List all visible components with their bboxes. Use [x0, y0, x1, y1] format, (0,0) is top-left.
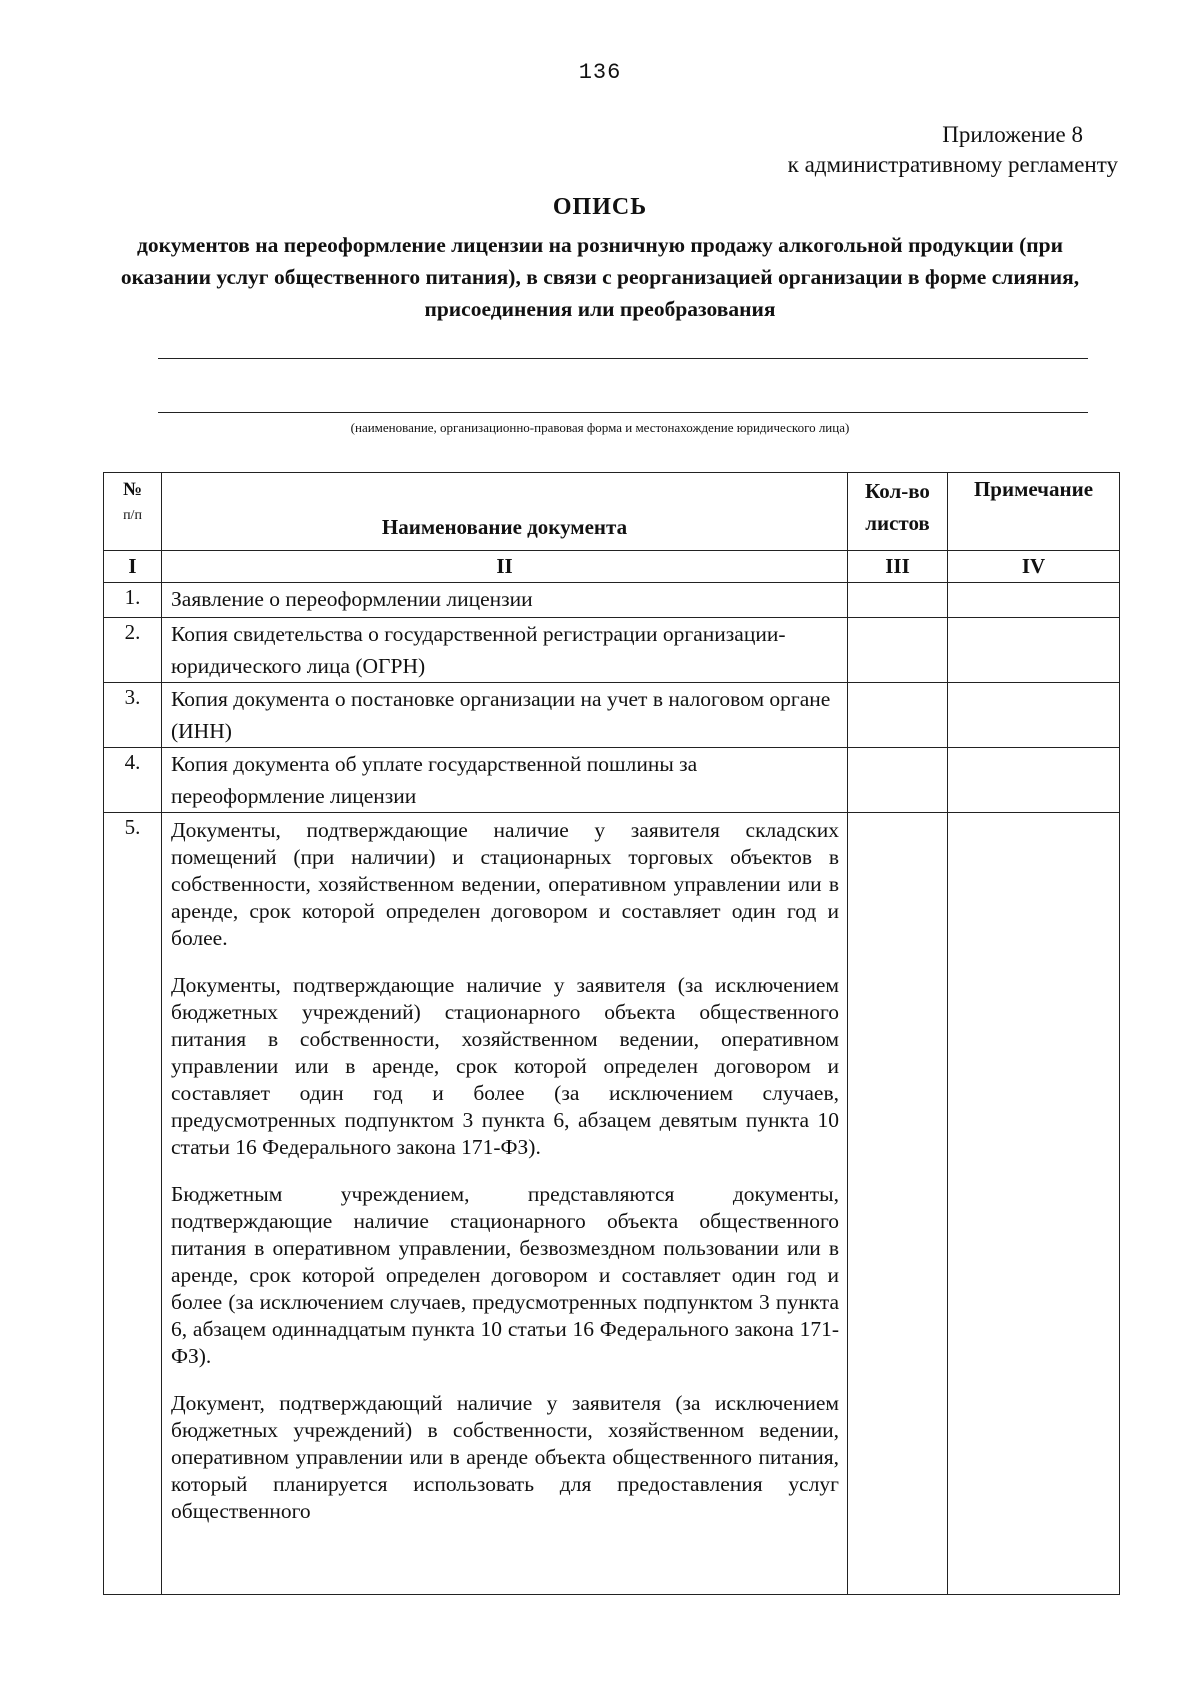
row-note: [948, 618, 1120, 683]
header-document-name: Наименование документа: [162, 473, 848, 551]
row-number: 4.: [104, 748, 162, 813]
row-number: 2.: [104, 618, 162, 683]
header-note: Примечание: [948, 473, 1120, 551]
header-sheet-count-line-2: листов: [865, 511, 930, 535]
fill-in-line-2: [158, 412, 1088, 413]
row-note: [948, 748, 1120, 813]
row-number: 3.: [104, 683, 162, 748]
header-sheet-count: [848, 473, 948, 551]
row-paragraph: Документ, подтверждающий наличие у заявителя (за исключением бюджетных учреждений) в собственности, хозяйственном ведении, оперативном управлении или в аренде объекта общественного питания, который планируется использовать для предоставления услуг общественного: [171, 1391, 839, 1523]
table-header-row: [104, 473, 1120, 551]
row-paragraph: Документы, подтверждающие наличие у заявителя складских помещений (при наличии) и стационарных торговых объектов в собственности, хозяйственном ведении, оперативном управлении или в аренде, срок которой определен договором и составляет один год и более.: [171, 818, 839, 950]
row-note: [948, 683, 1120, 748]
header-sheet-count-line-1: Кол-во: [865, 479, 930, 503]
header-number: [104, 473, 162, 551]
row-document-name: Копия документа о постановке организации на учет в налоговом органе (ИНН): [162, 683, 848, 748]
document-heading: [100, 194, 1100, 325]
roman-col-1: I: [104, 551, 162, 583]
row-document-name: [162, 813, 848, 1595]
appendix-note: [718, 120, 1118, 180]
document-title: ОПИСЬ: [552, 194, 648, 220]
row-sheet-count: [848, 748, 948, 813]
header-number-sub: п/п: [123, 508, 142, 523]
row-number: 1.: [104, 583, 162, 618]
row-document-name: Копия документа об уплате государственной пошлины за переоформление лицензии: [162, 748, 848, 813]
appendix-line-1: Приложение 8: [942, 122, 1083, 147]
row-paragraph: Документы, подтверждающие наличие у заявителя (за исключением бюджетных учреждений) стационарного объекта общественного питания в собственности, хозяйственном ведении, оперативном управлении или в аренде, срок которой определен договором и составляет один год и более (за исключением случаев, предусмотренных подпунктом 3 пункта 6, абзацем девятым пункта 10 статьи 16 Федерального закона 171-ФЗ).: [171, 973, 839, 1159]
header-number-label: №: [122, 479, 143, 500]
row-paragraph: Бюджетным учреждением, представляются документы, подтверждающие наличие стационарного объекта общественного питания в оперативном управлении, безвозмездном пользовании или в аренде, срок которой определен договором и составляет один год и более (за исключением случаев, предусмотренных подпунктом 3 пункта 6, абзацем одиннадцатым пункта 10 статьи 16 Федерального закона 171-ФЗ).: [171, 1182, 839, 1368]
row-number: 5.: [104, 813, 162, 1595]
fill-in-caption: (наименование, организационно-правовая форма и местонахождение юридического лица): [350, 420, 850, 435]
table-row: [104, 748, 1120, 813]
table-row: [104, 583, 1120, 618]
page-number: 136: [578, 60, 622, 85]
row-document-name: Заявление о переоформлении лицензии: [162, 583, 848, 618]
row-sheet-count: [848, 813, 948, 1595]
appendix-line-2: к административному регламенту: [787, 152, 1118, 177]
document-subtitle: документов на переоформление лицензии на розничную продажу алкогольной продукции (при оказании услуг общественного питания), в связи с реорганизацией организации в форме слияния, присоединения или преобразования: [120, 233, 1080, 321]
table-row: [104, 618, 1120, 683]
roman-col-2: II: [162, 551, 848, 583]
roman-col-3: III: [848, 551, 948, 583]
row-note: [948, 813, 1120, 1595]
documents-table: [103, 472, 1120, 1595]
roman-col-4: IV: [948, 551, 1120, 583]
table-row: [104, 813, 1120, 1595]
table-row: [104, 683, 1120, 748]
row-note: [948, 583, 1120, 618]
row-sheet-count: [848, 618, 948, 683]
row-sheet-count: [848, 583, 948, 618]
fill-in-line-1: [158, 358, 1088, 359]
row-document-name: Копия свидетельства о государственной регистрации организации-юридического лица (ОГРН): [162, 618, 848, 683]
row-sheet-count: [848, 683, 948, 748]
table-roman-row: [104, 551, 1120, 583]
